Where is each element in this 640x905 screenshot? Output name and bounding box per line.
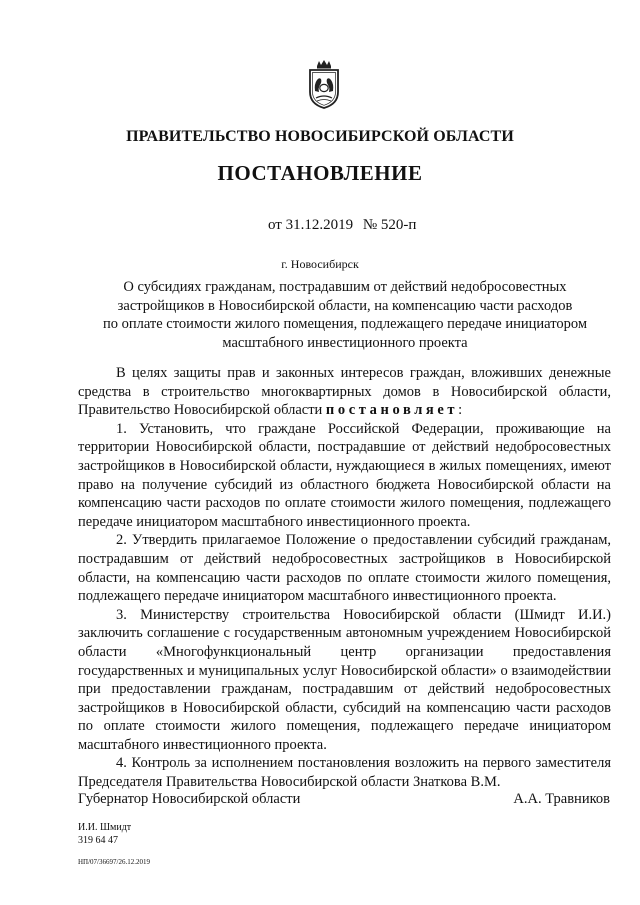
- title-line: О субсидиях гражданам, пострадавшим от действий недобросовестных: [123, 279, 567, 295]
- executor-name: И.И. Шмидт: [78, 822, 132, 833]
- signatory-name: А.А. Травников: [513, 791, 610, 807]
- coat-of-arms-icon: [304, 58, 344, 110]
- preamble-colon: :: [458, 402, 463, 419]
- decree-title: [80, 278, 610, 352]
- item-paragraph: 4. Контроль за исполнением постановления возложить на первого заместителя Председателя Правительства Новосибирской области Знаткова В.М.: [78, 755, 611, 791]
- date-number-line: [268, 217, 416, 234]
- government-name: ПРАВИТЕЛЬСТВО НОВОСИБИРСКОЙ ОБЛАСТИ: [126, 128, 514, 145]
- signatory-position: Губернатор Новосибирской области: [78, 791, 301, 807]
- decree-number: № 520-п: [362, 217, 417, 233]
- decree-body: [78, 364, 611, 792]
- document-type: ПОСТАНОВЛЕНИЕ: [217, 161, 423, 185]
- item-paragraph: 2. Утвердить прилагаемое Положение о предоставлении субсидий гражданам, пострадавшим от действий недобросовестных застройщиков в Новосибирской области, на компенсацию части расходов по оплате стоимости жилого помещения, подлежащего передаче инициатором масштабного инвестиционного проекта.: [78, 532, 611, 605]
- title-line: масштабного инвестиционного проекта: [222, 334, 468, 351]
- preamble-text: В целях защиты прав и законных интересов граждан, вложивших денежные средства в строительство многоквартирных домов в Новосибирской области, Правительство Новосибирской области: [78, 365, 611, 419]
- executor-info: [78, 821, 131, 847]
- preamble-verb: постановляет: [325, 402, 459, 419]
- preamble-paragraph: [78, 364, 611, 420]
- title-line: по оплате стоимости жилого помещения, подлежащего передаче инициатором: [102, 316, 588, 332]
- document-reference: НП/07/36697/26.12.2019: [78, 858, 150, 866]
- executor-phone: 319 64 47: [78, 835, 118, 846]
- city: г. Новосибирск: [281, 257, 359, 271]
- item-paragraph: 3. Министерству строительства Новосибирской области (Шмидт И.И.) заключить соглашение с государственным автономным учреждением Новосибирской области «Многофункциональный центр организации предоставления государственных и муниципальных услуг Новосибирской области» о взаимодействии при предоставлении гражданам, пострадавшим от действий недобросовестных застройщиков в Новосибирской области, субсидий на компенсацию части расходов по оплате стоимости жилого помещения, подлежащего передаче инициатором масштабного инвестиционного проекта.: [78, 606, 611, 753]
- decree-date: от 31.12.2019: [268, 217, 354, 233]
- title-line: застройщиков в Новосибирской области, на компенсацию части расходов: [117, 297, 573, 314]
- item-paragraph: 1. Установить, что граждане Российской Федерации, проживающие на территории Новосибирской области, пострадавшие от действий недобросовестных застройщиков в Новосибирской области, нуждающиеся в жилых помещениях, имеют право на получение субсидий из областного бюджета Новосибирской области на компенсацию части расходов по оплате стоимости жилого помещения, подлежащего передаче инициатором масштабного инвестиционного проекта.: [78, 420, 611, 530]
